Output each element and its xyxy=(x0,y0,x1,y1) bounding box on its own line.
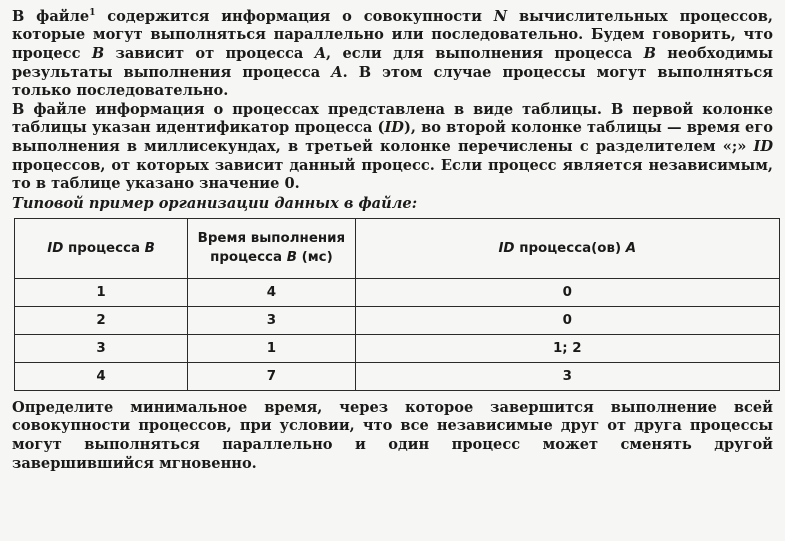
header-time-b xyxy=(188,218,355,278)
header-text: (мс) xyxy=(296,250,333,266)
header-text: процесса xyxy=(210,250,287,266)
text-fragment: необходимы результаты выполнения процесса xyxy=(12,45,773,81)
table-cell: 0 xyxy=(355,306,779,334)
table-row xyxy=(15,306,780,334)
variable-id: ID xyxy=(753,138,773,156)
header-var: A xyxy=(625,240,637,256)
text-fragment: В файле информация о процессах представлена в виде таблицы. В первой колонке таблицы указан идентификатор процесса ( xyxy=(12,100,773,137)
variable-n: N xyxy=(493,7,508,25)
table-row xyxy=(15,362,780,390)
table-cell: 2 xyxy=(15,306,188,334)
variable-id: ID xyxy=(384,119,404,137)
variable-a: A xyxy=(331,63,343,81)
text-fragment: В файле xyxy=(12,7,90,25)
header-var: ID xyxy=(498,240,515,256)
header-text: процесса(ов) xyxy=(514,240,626,256)
question-paragraph: Определите минимальное время, через которое завершится выполнение всей совокупности процессов, при условии, что все независимые друг от друга процессы могут выполняться параллельно и один процесс может сменять другой завершившийся мгновенно. xyxy=(12,398,773,472)
variable-a: A xyxy=(314,45,327,63)
text-fragment: содержится информация о совокупности xyxy=(95,7,494,25)
header-text: процесса xyxy=(63,240,145,256)
text-fragment: , если для выполнения процесса xyxy=(326,45,644,63)
table-row xyxy=(15,278,780,306)
table-row xyxy=(15,334,780,362)
table-cell: 0 xyxy=(355,278,779,306)
text-fragment: вычислительных процессов, которые могут выполняться параллельно или последовательно. Будем говорить, что процесс xyxy=(12,7,773,63)
example-heading: Типовой пример организации данных в файле: xyxy=(12,194,418,212)
header-id-a xyxy=(355,218,779,278)
intro-paragraph-2 xyxy=(12,101,773,194)
text-fragment: . В этом случае процессы могут выполняться только последовательно. xyxy=(12,63,773,100)
process-table xyxy=(14,218,780,391)
table-cell: 3 xyxy=(355,362,779,390)
text-fragment: ), во второй колонке таблицы — время его выполнения в миллисекундах, в третьей колонке перечислены с разделителем «;» xyxy=(12,119,773,156)
text-fragment: процессов, от которых зависит данный процесс. Если процесс является независимым, то в таблице указано значение 0. xyxy=(12,156,773,193)
table-cell: 4 xyxy=(188,278,355,306)
table-cell: 3 xyxy=(15,334,188,362)
table-header-row xyxy=(15,218,780,278)
table-cell: 1 xyxy=(15,278,188,306)
table-cell: 1 xyxy=(188,334,355,362)
table-cell: 4 xyxy=(15,362,188,390)
variable-b: B xyxy=(91,45,105,63)
footnote-marker: 1 xyxy=(89,8,96,18)
table-cell: 7 xyxy=(188,362,355,390)
header-var: ID xyxy=(47,240,64,256)
text-fragment: зависит от процесса xyxy=(104,45,315,63)
table-cell: 3 xyxy=(188,306,355,334)
header-var: B xyxy=(144,240,155,256)
intro-paragraph-1 xyxy=(12,4,773,101)
variable-b: B xyxy=(643,45,656,63)
header-id-b xyxy=(15,218,188,278)
table-cell: 1; 2 xyxy=(355,334,779,362)
header-text: Время выполнения xyxy=(197,231,346,247)
header-var: B xyxy=(286,250,297,266)
